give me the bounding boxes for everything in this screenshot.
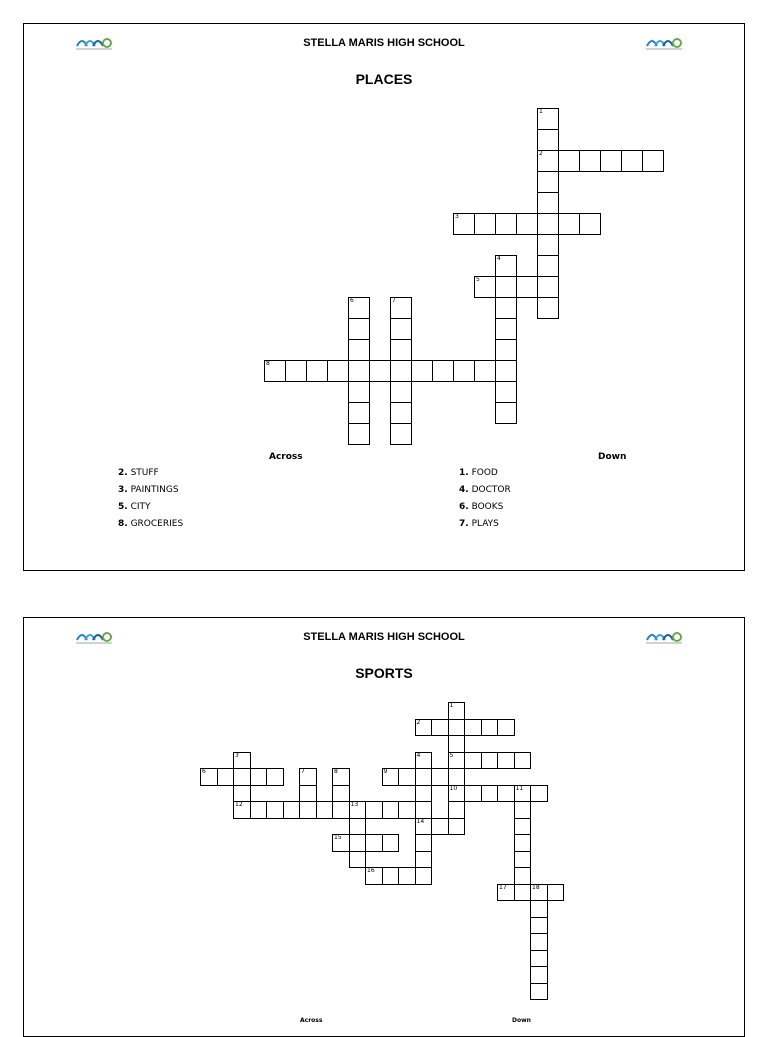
crossword-cell[interactable] [217, 768, 235, 786]
crossword-cell[interactable] [558, 213, 580, 235]
clue-number: 13 [350, 801, 359, 808]
crossword-cell[interactable] [516, 276, 538, 298]
school-name: STELLA MARIS HIGH SCHOOL [303, 631, 465, 643]
across-clue: 8. GROCERIES [118, 519, 184, 529]
down-heading: Down [598, 452, 627, 462]
crossword-cell[interactable] [530, 785, 548, 803]
clue-number: 11 [515, 784, 524, 792]
clue-number: 3 [235, 751, 239, 759]
crossword-cell[interactable] [495, 213, 517, 235]
crossword-cell[interactable] [537, 297, 559, 319]
crossword-cell[interactable] [285, 360, 307, 382]
crossword-cell[interactable] [365, 801, 383, 819]
crossword-cell[interactable] [474, 360, 496, 382]
clue-number: 6 [202, 768, 206, 775]
crossword-cell[interactable] [348, 318, 370, 340]
crossword-cell[interactable] [558, 150, 580, 172]
crossword-cell[interactable] [390, 360, 412, 382]
crossword-cell[interactable] [327, 360, 349, 382]
crossword-cell[interactable] [497, 719, 515, 737]
clue-number: 14 [416, 817, 425, 825]
crossword-cell[interactable] [495, 318, 517, 340]
crossword-cell[interactable] [464, 719, 482, 737]
crossword-cell[interactable] [537, 129, 559, 151]
clue-number: 4 [416, 751, 421, 759]
crossword-cell[interactable] [348, 339, 370, 361]
crossword-cell[interactable] [495, 360, 517, 382]
crossword-cell[interactable] [431, 719, 449, 737]
crossword-cell[interactable] [495, 381, 517, 403]
crossword-cell[interactable] [464, 752, 482, 770]
puzzle-title: SPORTS [355, 665, 413, 681]
clue-number: 8 [266, 360, 270, 367]
crossword-cell[interactable] [579, 150, 601, 172]
down-heading: Down [512, 1017, 531, 1024]
crossword-cell[interactable] [415, 768, 433, 786]
crossword-cell[interactable] [497, 785, 515, 803]
crossword-cell[interactable] [547, 884, 565, 902]
crossword-page-places [23, 23, 745, 571]
crossword-cell[interactable] [530, 933, 548, 951]
crossword-cell[interactable] [431, 768, 449, 786]
school-name: STELLA MARIS HIGH SCHOOL [303, 37, 465, 49]
crossword-cell[interactable] [537, 192, 559, 214]
crossword-cell[interactable] [600, 150, 622, 172]
crossword-cell[interactable] [497, 752, 515, 770]
crossword-cell[interactable] [481, 719, 499, 737]
crossword-cell[interactable] [495, 276, 517, 298]
crossword-cell[interactable] [299, 785, 317, 803]
crossword-cell[interactable] [621, 150, 643, 172]
crossword-cell[interactable] [530, 950, 548, 968]
down-clue: 6. BOOKS [459, 502, 504, 512]
clue-number: 8 [334, 768, 338, 775]
crossword-cell[interactable] [431, 818, 449, 836]
across-clue: 3. PAINTINGS [118, 485, 179, 495]
clue-number: 9 [383, 768, 388, 775]
crossword-cell[interactable] [537, 213, 559, 235]
across-heading: Across [300, 1017, 323, 1024]
crossword-cell[interactable] [382, 834, 400, 852]
crossword-cell[interactable] [369, 360, 391, 382]
crossword-cell[interactable] [316, 801, 334, 819]
clue-number: 5 [476, 276, 480, 283]
clue-number: 16 [367, 867, 375, 874]
crossword-cell[interactable] [495, 297, 517, 319]
crossword-cell[interactable] [432, 360, 454, 382]
crossword-cell[interactable] [390, 381, 412, 403]
clue-number: 1 [449, 702, 454, 709]
clue-number: 3 [455, 213, 459, 220]
crossword-cell[interactable] [481, 752, 499, 770]
crossword-cell[interactable] [348, 360, 370, 382]
across-clue: 5. CITY [118, 502, 151, 512]
clue-number: 5 [449, 751, 454, 759]
crossword-cell[interactable] [530, 983, 548, 1001]
crossword-cell[interactable] [537, 255, 559, 277]
crossword-cell[interactable] [398, 867, 416, 885]
clue-number: 2 [539, 150, 543, 157]
crossword-cell[interactable] [415, 834, 433, 852]
crossword-cell[interactable] [398, 768, 416, 786]
crossword-cell[interactable] [579, 213, 601, 235]
crossword-cell[interactable] [516, 213, 538, 235]
crossword-cell[interactable] [411, 360, 433, 382]
crossword-cell[interactable] [481, 785, 499, 803]
crossword-cell[interactable] [349, 834, 367, 852]
crossword-cell[interactable] [537, 276, 559, 298]
crossword-cell[interactable] [299, 801, 317, 819]
crossword-cell[interactable] [464, 785, 482, 803]
down-clue: 4. DOCTOR [459, 485, 511, 495]
down-clue: 1. FOOD [459, 468, 498, 478]
crossword-cell[interactable] [530, 900, 548, 918]
crossword-cell[interactable] [448, 818, 466, 836]
clue-number: 10 [449, 784, 458, 792]
crossword-cell[interactable] [266, 768, 284, 786]
clue-number: 18 [532, 883, 540, 891]
crossword-cell[interactable] [495, 402, 517, 424]
clue-number: 2 [416, 718, 421, 726]
crossword-cell[interactable] [348, 423, 370, 445]
clue-number: 7 [392, 297, 396, 304]
crossword-cell[interactable] [233, 785, 251, 803]
crossword-cell[interactable] [474, 213, 496, 235]
crossword-cell[interactable] [266, 801, 284, 819]
crossword-cell[interactable] [530, 966, 548, 984]
crossword-cell[interactable] [537, 171, 559, 193]
crossword-cell[interactable] [514, 867, 532, 885]
crossword-cell[interactable] [332, 801, 350, 819]
across-heading: Across [269, 452, 303, 462]
crossword-cell[interactable] [390, 402, 412, 424]
crossword-cell[interactable] [514, 752, 532, 770]
crossword-cell[interactable] [495, 339, 517, 361]
crossword-cell[interactable] [448, 801, 466, 819]
crossword-cell[interactable] [514, 851, 532, 869]
crossword-cell[interactable] [448, 719, 466, 737]
crossword-cell[interactable] [415, 851, 433, 869]
across-clue: 2. STUFF [118, 468, 159, 478]
clue-number: 1 [539, 108, 543, 115]
clue-number: 7 [301, 768, 305, 775]
clue-number: 4 [497, 255, 501, 262]
crossword-cell[interactable] [382, 801, 400, 819]
crossword-cell[interactable] [415, 867, 433, 885]
crossword-cell[interactable] [398, 801, 416, 819]
clue-number: 12 [235, 801, 243, 808]
crossword-cell[interactable] [332, 785, 350, 803]
crossword-cell[interactable] [530, 917, 548, 935]
crossword-cell[interactable] [349, 818, 367, 836]
crossword-cell[interactable] [365, 834, 383, 852]
crossword-cell[interactable] [390, 318, 412, 340]
down-clue: 7. PLAYS [459, 519, 499, 529]
clue-number: 15 [334, 834, 342, 841]
clue-number: 6 [350, 297, 354, 304]
crossword-cell[interactable] [415, 785, 433, 803]
crossword-cell[interactable] [514, 801, 532, 819]
crossword-page-sports [23, 617, 745, 1037]
crossword-cell[interactable] [415, 801, 433, 819]
crossword-cell[interactable] [348, 402, 370, 424]
crossword-cell[interactable] [537, 234, 559, 256]
crossword-cell[interactable] [453, 360, 475, 382]
crossword-cell[interactable] [250, 801, 268, 819]
crossword-cell[interactable] [382, 867, 400, 885]
crossword-cell[interactable] [233, 768, 251, 786]
crossword-cell[interactable] [642, 150, 664, 172]
crossword-cell[interactable] [514, 884, 532, 902]
crossword-cell[interactable] [348, 381, 370, 403]
crossword-cell[interactable] [306, 360, 328, 382]
crossword-cell[interactable] [250, 768, 268, 786]
crossword-cell[interactable] [390, 423, 412, 445]
crossword-cell[interactable] [448, 768, 466, 786]
crossword-cell[interactable] [283, 801, 301, 819]
crossword-cell[interactable] [514, 818, 532, 836]
crossword-cell[interactable] [448, 735, 466, 753]
crossword-cell[interactable] [390, 339, 412, 361]
crossword-cell[interactable] [514, 834, 532, 852]
clue-number: 17 [499, 883, 507, 891]
puzzle-title: PLACES [355, 71, 413, 87]
crossword-cell[interactable] [349, 851, 367, 869]
